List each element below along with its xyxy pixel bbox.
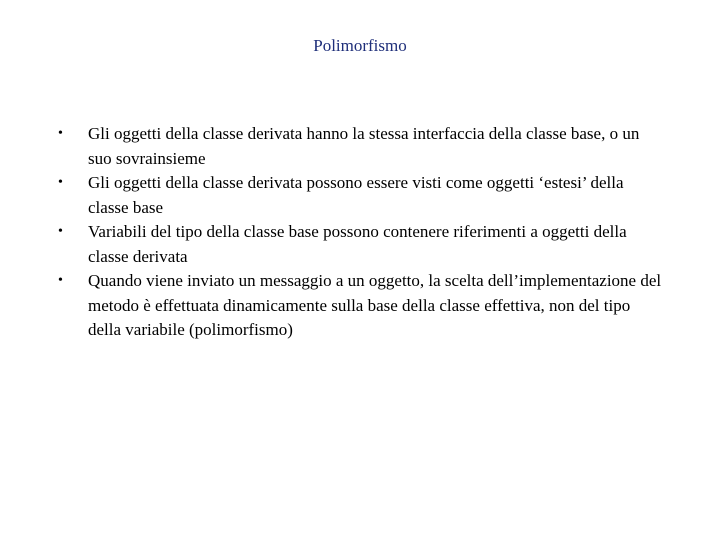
bullet-icon: • <box>58 175 63 190</box>
bullet-item-2 <box>56 171 666 220</box>
bullet-icon: • <box>58 224 63 239</box>
bullet-list <box>56 122 666 343</box>
bullet-text-2: Gli oggetti della classe derivata possono essere visti come oggetti ‘estesi’ della classe base <box>88 173 624 217</box>
bullet-text-4: Quando viene inviato un messaggio a un oggetto, la scelta dell’implementazione del metodo è effettuata dinamicamente sulla base della classe effettiva, non del tipo della variabile (polimorfismo) <box>88 271 662 339</box>
bullet-item-4 <box>56 269 666 343</box>
bullet-icon: • <box>58 126 63 141</box>
bullet-icon: • <box>58 273 63 288</box>
bullet-item-3 <box>56 220 666 269</box>
bullet-text-3: Variabili del tipo della classe base possono contenere riferimenti a oggetti della classe derivata <box>88 222 627 266</box>
bullet-text-1: Gli oggetti della classe derivata hanno la stessa interfaccia della classe base, o un suo sovrainsieme <box>88 124 640 168</box>
bullet-item-1 <box>56 122 666 171</box>
slide-title: Polimorfismo <box>313 36 407 55</box>
